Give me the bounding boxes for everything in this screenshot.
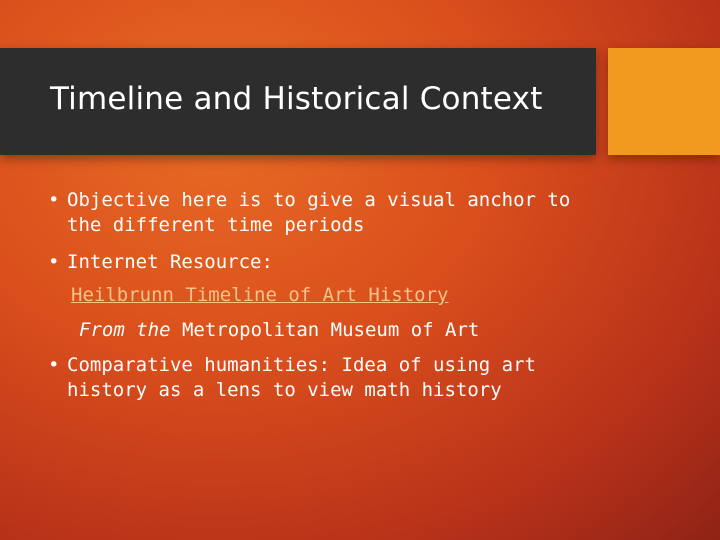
- heilbrunn-link[interactable]: Heilbrunn Timeline of Art History: [71, 284, 449, 306]
- resource-link-line: [48, 283, 608, 308]
- source-line: [48, 318, 608, 343]
- accent-box: [608, 48, 720, 155]
- slide-title: Timeline and Historical Context: [50, 81, 543, 117]
- source-rest: Metropolitan Museum of Art: [170, 319, 480, 341]
- content-body: [48, 188, 608, 415]
- bullet-text: Objective here is to give a visual anchor to the different time periods: [67, 189, 571, 236]
- bullet-dot-icon: •: [48, 251, 60, 273]
- bullet-text: Comparative humanities: Idea of using art history as a lens to view math history: [67, 354, 536, 401]
- bullet-item: [48, 188, 608, 238]
- bullet-text: Internet Resource:: [67, 251, 273, 273]
- bullet-item: [48, 353, 608, 403]
- bullet-dot-icon: •: [48, 354, 60, 376]
- bullet-item: [48, 250, 608, 275]
- bullet-dot-icon: •: [48, 189, 60, 211]
- source-prefix: From the: [79, 319, 171, 341]
